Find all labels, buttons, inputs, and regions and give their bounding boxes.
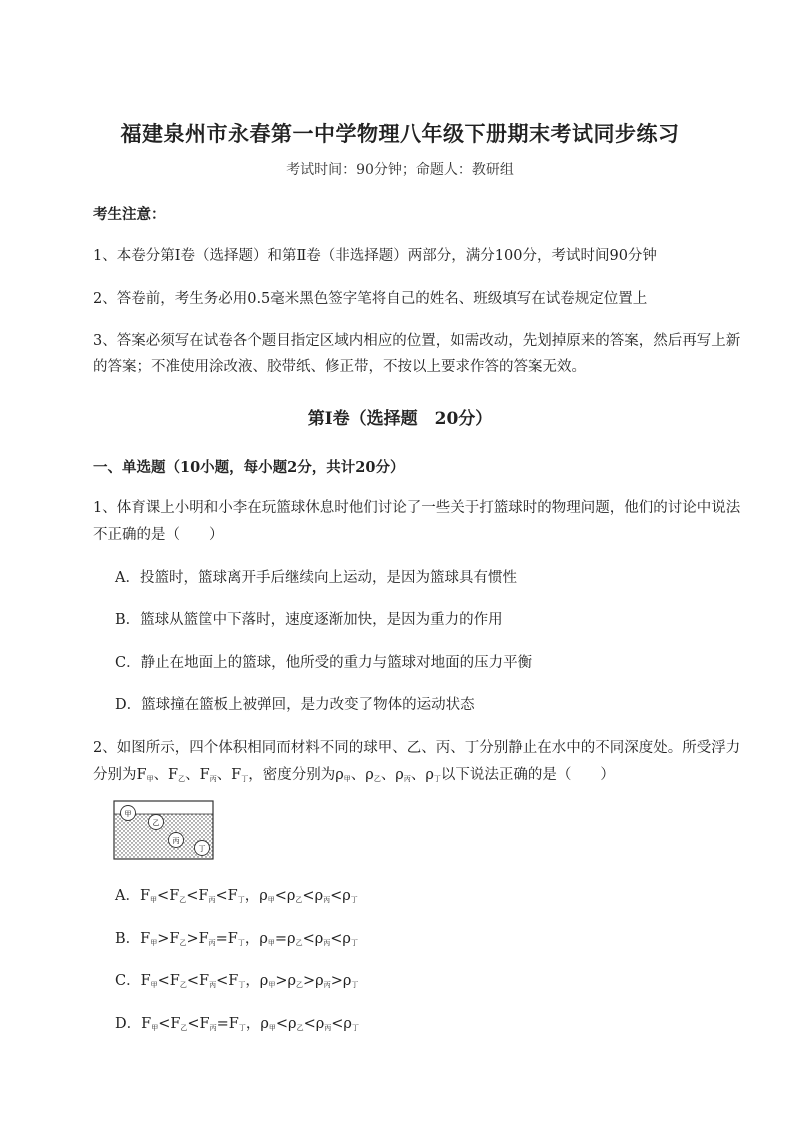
- q2-stem-line2: 分别为$F_甲$、$F_乙$、$F_丙$、$F_丁$，密度分别为$\rho_甲$、$\rho_乙$、$\rho_丙$、$\rho_丁$以下说法正确的是（ ）: [93, 767, 615, 783]
- q1-option-a: A．投篮时，篮球离开手后继续向上运动，是因为篮球具有惯性: [115, 570, 517, 586]
- q2-option-b: B．$F_甲>F_乙>F_丙=F_丁$，$\rho_甲=\rho_乙<\rho_丙<\rho_丁$: [115, 931, 358, 947]
- svg-text:乙: 乙: [152, 819, 160, 827]
- q1-option-d: D．篮球撞在篮板上被弹回，是力改变了物体的运动状态: [115, 697, 475, 713]
- buoyancy-figure: [113, 800, 214, 860]
- notice-heading: 考生注意：: [93, 206, 166, 223]
- notice-item-3-line1: 3、答案必须写在试卷各个题目指定区域内相应的位置，如需改动，先划掉原来的答案，然后再写上新: [93, 333, 741, 349]
- q2-option-d: D．$F_甲<F_乙<F_丙=F_丁$，$\rho_甲<\rho_乙<\rho_丙<\rho_丁$: [115, 1016, 359, 1032]
- exam-subtitle: 考试时间：90分钟；命题人：教研组: [286, 162, 514, 178]
- section-heading: 一、单选题（10小题，每小题2分，共计20分）: [93, 459, 405, 476]
- ball-jia: [121, 806, 136, 821]
- q1-option-c: C．静止在地面上的篮球，他所受的重力与篮球对地面的压力平衡: [115, 655, 533, 671]
- ball-ding: [195, 841, 210, 856]
- ball-yi: [149, 815, 164, 830]
- q2-option-c: C．$F_甲<F_乙<F_丙<F_丁$，$\rho_甲>\rho_乙>\rho_丙>\rho_丁$: [115, 973, 359, 989]
- q1-stem-line1: 1、体育课上小明和小李在玩篮球休息时他们讨论了一些关于打篮球时的物理问题，他们的讨论中说法: [93, 500, 741, 516]
- q1-option-b: B．篮球从篮筐中下落时，速度逐渐加快，是因为重力的作用: [115, 612, 503, 628]
- svg-text:丁: 丁: [198, 845, 206, 853]
- exam-title: 福建泉州市永春第一中学物理八年级下册期末考试同步练习: [120, 121, 680, 146]
- notice-item-2: 2、答卷前，考生务必用0.5毫米黑色签字笔将自己的姓名、班级填写在试卷规定位置上: [93, 291, 648, 307]
- q2-option-a: A．$F_甲<F_乙<F_丙<F_丁$，$\rho_甲<\rho_乙<\rho_丙<\rho_丁$: [115, 888, 358, 904]
- notice-item-1: 1、本卷分第I卷（选择题）和第Ⅱ卷（非选择题）两部分，满分100分，考试时间90分钟: [93, 248, 657, 264]
- ball-bing: [169, 833, 184, 848]
- part1-title: 第I卷（选择题 20分）: [307, 409, 493, 429]
- q2-stem-line1: 2、如图所示，四个体积相同而材料不同的球甲、乙、丙、丁分别静止在水中的不同深度处。所受浮力: [93, 740, 741, 756]
- notice-item-3-line2: 的答案；不准使用涂改液、胶带纸、修正带，不按以上要求作答的答案无效。: [93, 359, 586, 375]
- svg-text:甲: 甲: [124, 810, 132, 818]
- q1-stem-line2: 不正确的是（ ）: [93, 527, 224, 543]
- svg-text:丙: 丙: [172, 837, 180, 845]
